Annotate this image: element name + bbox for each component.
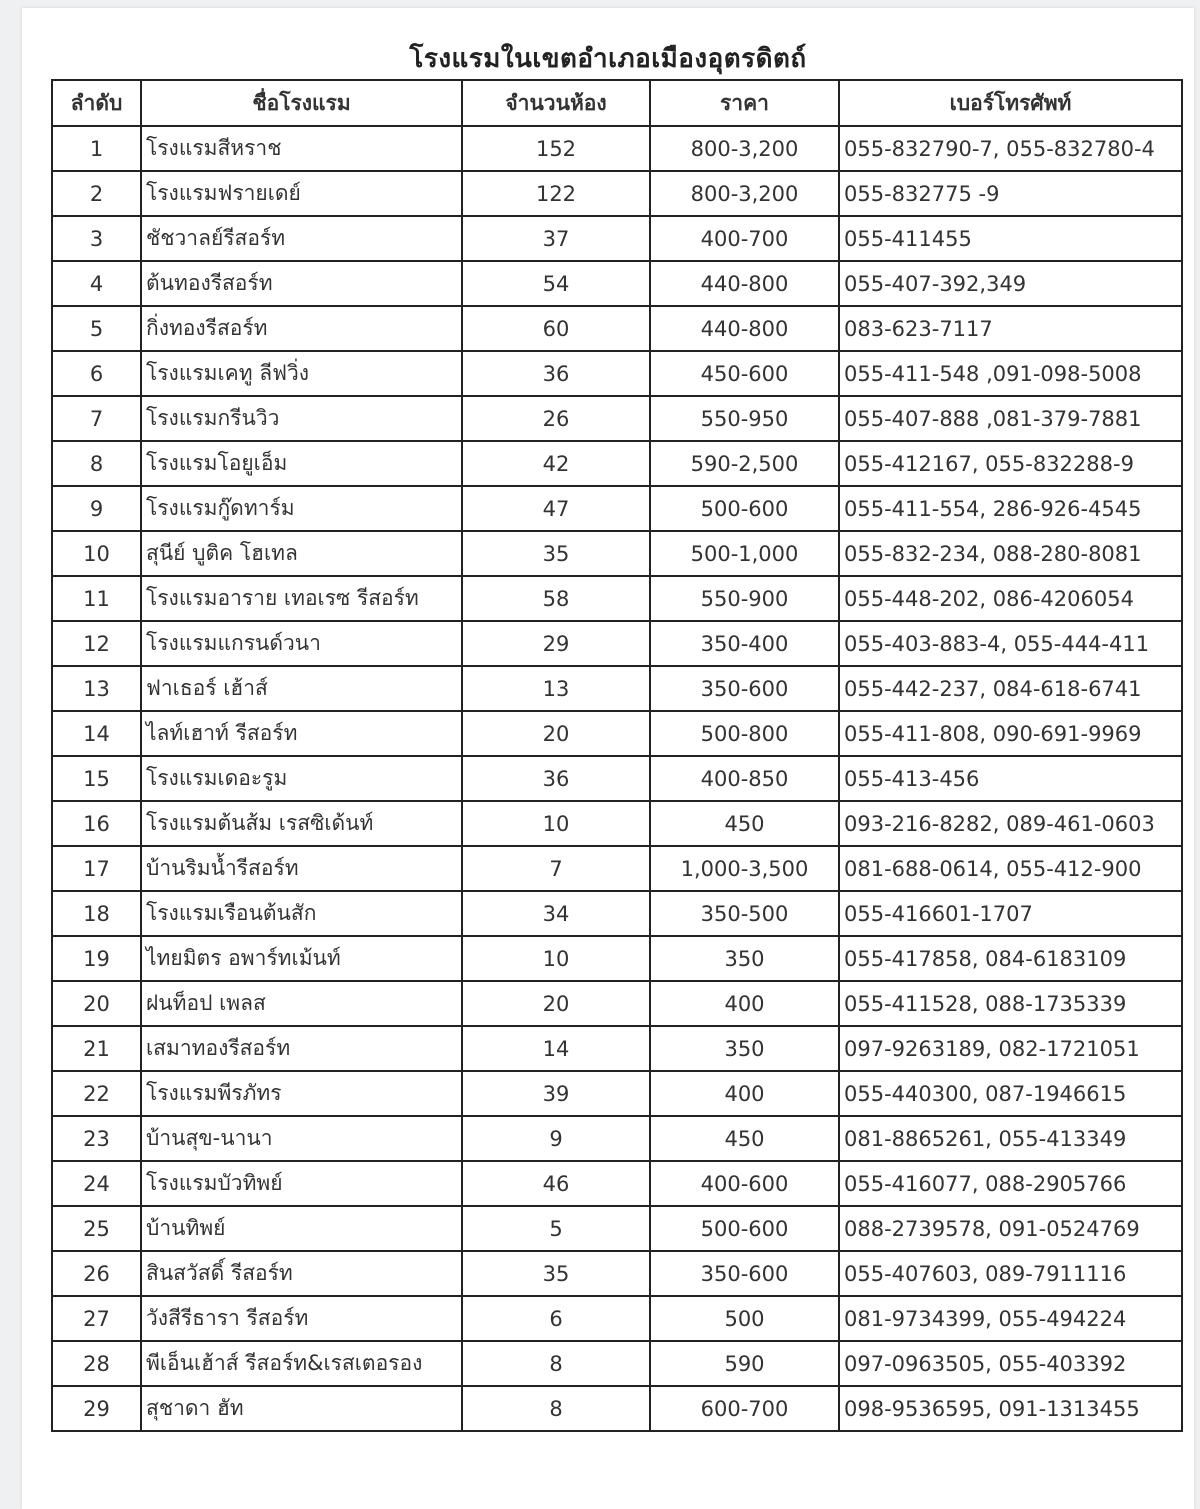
price-range: 450-600 [650, 351, 839, 396]
row-number: 25 [52, 1206, 141, 1251]
room-count: 122 [462, 171, 650, 216]
row-number: 19 [52, 936, 141, 981]
table-row [52, 126, 1182, 171]
phone-number: 055-411528, 088-1735339 [839, 981, 1182, 1026]
table-row [52, 756, 1182, 801]
table-row [52, 1296, 1182, 1341]
room-count: 54 [462, 261, 650, 306]
phone-number: 055-442-237, 084-618-6741 [839, 666, 1182, 711]
room-count: 6 [462, 1296, 650, 1341]
room-count: 58 [462, 576, 650, 621]
room-count: 35 [462, 531, 650, 576]
room-count: 20 [462, 711, 650, 756]
hotel-name: โรงแรมเดอะรูม [141, 756, 462, 801]
hotel-name: บ้านริมน้ำรีสอร์ท [141, 846, 462, 891]
room-count: 29 [462, 621, 650, 666]
hotel-name: บ้านสุข-นานา [141, 1116, 462, 1161]
room-count: 152 [462, 126, 650, 171]
row-number: 4 [52, 261, 141, 306]
header-no: ลำดับ [52, 80, 141, 126]
hotel-name: โรงแรมอาราย เทอเรซ รีสอร์ท [141, 576, 462, 621]
row-number: 3 [52, 216, 141, 261]
phone-number: 055-403-883-4, 055-444-411 [839, 621, 1182, 666]
hotel-name: วังสีรีธารา รีสอร์ท [141, 1296, 462, 1341]
room-count: 47 [462, 486, 650, 531]
row-number: 9 [52, 486, 141, 531]
room-count: 34 [462, 891, 650, 936]
phone-number: 097-0963505, 055-403392 [839, 1341, 1182, 1386]
price-range: 400 [650, 1071, 839, 1116]
hotel-name: โรงแรมต้นส้ม เรสซิเด้นท์ [141, 801, 462, 846]
table-row [52, 1116, 1182, 1161]
table-row [52, 936, 1182, 981]
row-number: 26 [52, 1251, 141, 1296]
row-number: 23 [52, 1116, 141, 1161]
row-number: 20 [52, 981, 141, 1026]
phone-number: 055-417858, 084-6183109 [839, 936, 1182, 981]
table-row [52, 711, 1182, 756]
row-number: 22 [52, 1071, 141, 1116]
phone-number: 083-623-7117 [839, 306, 1182, 351]
table-row [52, 576, 1182, 621]
room-count: 35 [462, 1251, 650, 1296]
phone-number: 055-411-554, 286-926-4545 [839, 486, 1182, 531]
table-row [52, 486, 1182, 531]
room-count: 8 [462, 1386, 650, 1431]
hotel-name: โรงแรมฟรายเดย์ [141, 171, 462, 216]
hotel-name: กิ่งทองรีสอร์ท [141, 306, 462, 351]
price-range: 350-600 [650, 1251, 839, 1296]
hotel-name: โรงแรมแกรนด์วนา [141, 621, 462, 666]
price-range: 800-3,200 [650, 126, 839, 171]
table-row [52, 441, 1182, 486]
header-phone: เบอร์โทรศัพท์ [839, 80, 1182, 126]
phone-number: 055-832-234, 088-280-8081 [839, 531, 1182, 576]
row-number: 10 [52, 531, 141, 576]
room-count: 9 [462, 1116, 650, 1161]
phone-number: 055-412167, 055-832288-9 [839, 441, 1182, 486]
price-range: 550-950 [650, 396, 839, 441]
room-count: 7 [462, 846, 650, 891]
table-row [52, 621, 1182, 666]
row-number: 18 [52, 891, 141, 936]
hotel-name: ชัชวาลย์รีสอร์ท [141, 216, 462, 261]
phone-number: 093-216-8282, 089-461-0603 [839, 801, 1182, 846]
room-count: 60 [462, 306, 650, 351]
table-row [52, 1071, 1182, 1116]
row-number: 17 [52, 846, 141, 891]
hotel-name: สุนีย์ บูติค โฮเทล [141, 531, 462, 576]
phone-number: 081-9734399, 055-494224 [839, 1296, 1182, 1341]
price-range: 350 [650, 1026, 839, 1071]
phone-number: 055-407-392,349 [839, 261, 1182, 306]
hotel-name: พีเอ็นเฮ้าส์ รีสอร์ท&เรสเตอรอง [141, 1341, 462, 1386]
table-row [52, 1386, 1182, 1431]
hotel-name: โรงแรมบัวทิพย์ [141, 1161, 462, 1206]
hotel-name: โรงแรมพีรภัทร [141, 1071, 462, 1116]
row-number: 13 [52, 666, 141, 711]
phone-number: 055-448-202, 086-4206054 [839, 576, 1182, 621]
table-row [52, 1161, 1182, 1206]
hotel-name: โรงแรมเคทู ลีฟวิ่ง [141, 351, 462, 396]
price-range: 350-400 [650, 621, 839, 666]
phone-number: 055-411455 [839, 216, 1182, 261]
price-range: 400 [650, 981, 839, 1026]
table-row [52, 801, 1182, 846]
price-range: 590-2,500 [650, 441, 839, 486]
row-number: 2 [52, 171, 141, 216]
room-count: 14 [462, 1026, 650, 1071]
hotel-name: สินสวัสดิ์ รีสอร์ท [141, 1251, 462, 1296]
price-range: 590 [650, 1341, 839, 1386]
price-range: 500-1,000 [650, 531, 839, 576]
table-row [52, 1026, 1182, 1071]
row-number: 29 [52, 1386, 141, 1431]
hotel-name: ฝนท็อป เพลส [141, 981, 462, 1026]
hotel-name: ไลท์เฮาท์ รีสอร์ท [141, 711, 462, 756]
phone-number: 055-407603, 089-7911116 [839, 1251, 1182, 1296]
phone-number: 055-411-548 ,091-098-5008 [839, 351, 1182, 396]
phone-number: 098-9536595, 091-1313455 [839, 1386, 1182, 1431]
hotel-name: โรงแรมโอยูเอ็ม [141, 441, 462, 486]
table-row [52, 216, 1182, 261]
table-row [52, 981, 1182, 1026]
hotel-name: ฟาเธอร์ เฮ้าส์ [141, 666, 462, 711]
row-number: 21 [52, 1026, 141, 1071]
hotel-name: เสมาทองรีสอร์ท [141, 1026, 462, 1071]
row-number: 28 [52, 1341, 141, 1386]
room-count: 8 [462, 1341, 650, 1386]
price-range: 400-700 [650, 216, 839, 261]
room-count: 26 [462, 396, 650, 441]
table-row [52, 846, 1182, 891]
price-range: 550-900 [650, 576, 839, 621]
price-range: 400-600 [650, 1161, 839, 1206]
price-range: 350 [650, 936, 839, 981]
row-number: 12 [52, 621, 141, 666]
row-number: 11 [52, 576, 141, 621]
room-count: 36 [462, 351, 650, 396]
row-number: 6 [52, 351, 141, 396]
hotel-name: โรงแรมสีหราช [141, 126, 462, 171]
price-range: 400-850 [650, 756, 839, 801]
phone-number: 055-416077, 088-2905766 [839, 1161, 1182, 1206]
header-rooms: จำนวนห้อง [462, 80, 650, 126]
room-count: 42 [462, 441, 650, 486]
table-row [52, 396, 1182, 441]
table-row [52, 171, 1182, 216]
hotel-table [51, 79, 1183, 1432]
room-count: 13 [462, 666, 650, 711]
row-number: 16 [52, 801, 141, 846]
phone-number: 055-832775 -9 [839, 171, 1182, 216]
phone-number: 097-9263189, 082-1721051 [839, 1026, 1182, 1071]
phone-number: 055-407-888 ,081-379-7881 [839, 396, 1182, 441]
phone-number: 088-2739578, 091-0524769 [839, 1206, 1182, 1251]
row-number: 1 [52, 126, 141, 171]
hotel-name: สุชาดา ฮัท [141, 1386, 462, 1431]
page-title: โรงแรมในเขตอำเภอเมืองอุตรดิตถ์ [409, 44, 807, 74]
row-number: 15 [52, 756, 141, 801]
hotel-name: ต้นทองรีสอร์ท [141, 261, 462, 306]
header-price: ราคา [650, 80, 839, 126]
price-range: 500-600 [650, 486, 839, 531]
price-range: 500-800 [650, 711, 839, 756]
phone-number: 055-416601-1707 [839, 891, 1182, 936]
header-row [52, 80, 1182, 126]
table-row [52, 531, 1182, 576]
price-range: 500 [650, 1296, 839, 1341]
table-row [52, 891, 1182, 936]
row-number: 27 [52, 1296, 141, 1341]
phone-number: 055-832790-7, 055-832780-4 [839, 126, 1182, 171]
price-range: 440-800 [650, 306, 839, 351]
table-row [52, 666, 1182, 711]
price-range: 350-500 [650, 891, 839, 936]
row-number: 24 [52, 1161, 141, 1206]
row-number: 14 [52, 711, 141, 756]
price-range: 440-800 [650, 261, 839, 306]
phone-number: 081-8865261, 055-413349 [839, 1116, 1182, 1161]
room-count: 20 [462, 981, 650, 1026]
price-range: 500-600 [650, 1206, 839, 1251]
row-number: 8 [52, 441, 141, 486]
price-range: 1,000-3,500 [650, 846, 839, 891]
price-range: 450 [650, 1116, 839, 1161]
room-count: 10 [462, 801, 650, 846]
price-range: 450 [650, 801, 839, 846]
room-count: 36 [462, 756, 650, 801]
row-number: 7 [52, 396, 141, 441]
phone-number: 055-440300, 087-1946615 [839, 1071, 1182, 1116]
hotel-name: โรงแรมกู๊ดทาร์ม [141, 486, 462, 531]
hotel-name: บ้านทิพย์ [141, 1206, 462, 1251]
table-row [52, 1206, 1182, 1251]
hotel-name: โรงแรมกรีนวิว [141, 396, 462, 441]
header-name: ชื่อโรงแรม [141, 80, 462, 126]
room-count: 5 [462, 1206, 650, 1251]
document-page [22, 8, 1194, 1509]
room-count: 10 [462, 936, 650, 981]
phone-number: 055-411-808, 090-691-9969 [839, 711, 1182, 756]
row-number: 5 [52, 306, 141, 351]
phone-number: 081-688-0614, 055-412-900 [839, 846, 1182, 891]
table-row [52, 306, 1182, 351]
table-row [52, 261, 1182, 306]
room-count: 39 [462, 1071, 650, 1116]
table-row [52, 351, 1182, 396]
phone-number: 055-413-456 [839, 756, 1182, 801]
table-row [52, 1341, 1182, 1386]
room-count: 46 [462, 1161, 650, 1206]
price-range: 800-3,200 [650, 171, 839, 216]
room-count: 37 [462, 216, 650, 261]
hotel-name: โรงแรมเรือนต้นสัก [141, 891, 462, 936]
price-range: 350-600 [650, 666, 839, 711]
table-row [52, 1251, 1182, 1296]
price-range: 600-700 [650, 1386, 839, 1431]
hotel-name: ไทยมิตร อพาร์ทเม้นท์ [141, 936, 462, 981]
